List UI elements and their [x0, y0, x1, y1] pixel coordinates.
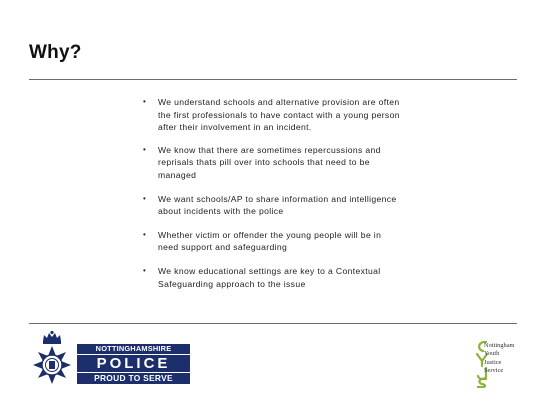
police-crest-icon — [30, 330, 74, 386]
yj-line: Nottingham — [484, 342, 515, 349]
youth-justice-wordmark — [484, 342, 515, 376]
footer-divider — [29, 323, 517, 324]
bullet-item — [142, 193, 404, 218]
slide-title: Why? — [29, 42, 82, 63]
bullet-text: Whether victim or offender the young people will be in need support and safeguarding — [158, 229, 382, 253]
bullet-marker: • — [143, 265, 147, 275]
yj-line: Youth — [484, 350, 500, 358]
police-wordmark — [77, 344, 190, 384]
bullet-item — [142, 96, 404, 134]
logo-name: POLICE — [77, 355, 190, 372]
bullet-text: We understand schools and alternative provision are often the first professionals to have contact with a young person after their involvement in an incident. — [158, 97, 400, 133]
yj-line: Justice — [484, 358, 502, 366]
title-divider — [29, 79, 517, 80]
bullet-marker: • — [143, 97, 147, 106]
yj-line: Service — [484, 367, 504, 375]
logo-county: NOTTINGHAMSHIRE — [77, 344, 190, 354]
nottinghamshire-police-logo — [30, 330, 190, 386]
bullet-item — [142, 265, 404, 290]
bullet-marker: • — [143, 229, 147, 239]
bullet-text: We know educational settings are key to a Contextual Safeguarding approach to the issue — [158, 265, 381, 289]
bullet-marker: • — [143, 193, 147, 203]
bullet-marker: • — [143, 144, 147, 154]
bullet-item — [142, 229, 404, 254]
logo-motto: PROUD TO SERVE — [77, 373, 190, 384]
bullet-item — [142, 144, 404, 182]
bullet-text: We want schools/AP to share information and intelligence about incidents with the police — [158, 193, 397, 217]
youth-justice-logo — [474, 338, 520, 388]
bullet-text: We know that there are sometimes repercussions and reprisals thats pill over into schools that need to be managed — [158, 144, 381, 180]
bullet-list — [142, 96, 404, 290]
